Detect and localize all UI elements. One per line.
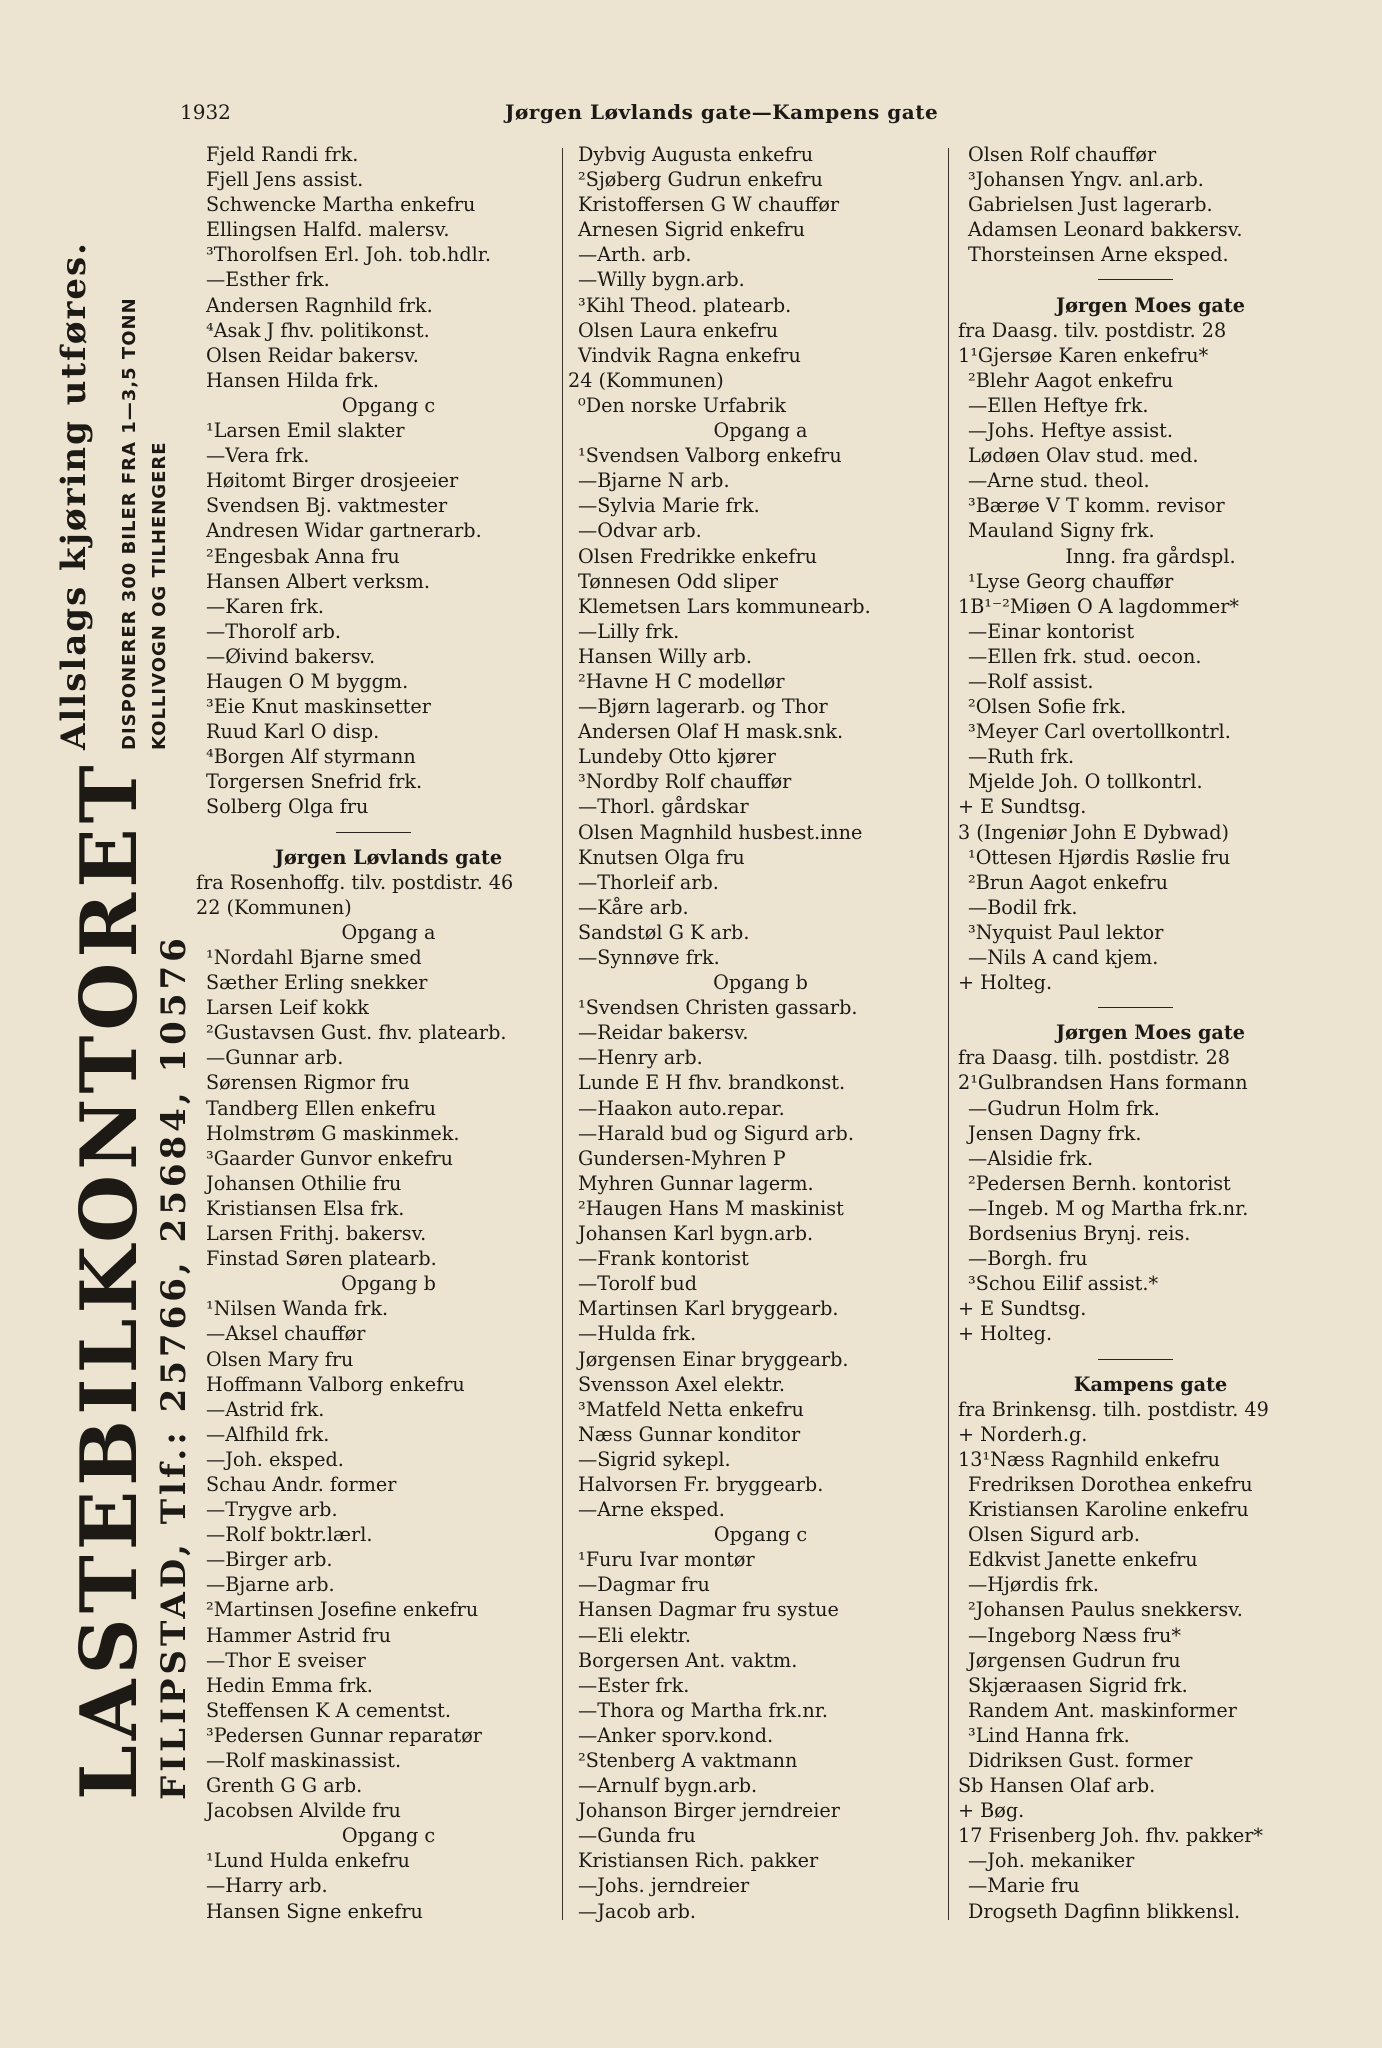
directory-entry: —Ingeb. M og Martha frk.nr. — [968, 1196, 1249, 1220]
ad-trailer-info: KOLLIVOGN OG TILHENGERE — [149, 441, 170, 750]
directory-entry: —Thorleif arb. — [578, 870, 719, 894]
directory-entry: Hansen Signe enkefru — [206, 1899, 423, 1923]
directory-entry: —Arne stud. theol. — [968, 469, 1150, 493]
directory-entry: Adamsen Leonard bakkersv. — [968, 218, 1243, 242]
directory-entry: —Joh. eksped. — [206, 1447, 344, 1471]
directory-entry: ²Brun Aagot enkefru — [968, 870, 1169, 894]
directory-entry: Steffensen K A cementst. — [206, 1698, 451, 1722]
directory-entry: 3 (Ingeniør John E Dybwad) — [958, 820, 1229, 844]
directory-entry: —Arth. arb. — [578, 243, 692, 267]
ad-address-phone: FILIPSTAD, Tlf.: 25766, 25684, 10576 — [154, 934, 194, 1800]
directory-entry: —Trygve arb. — [206, 1498, 338, 1522]
directory-entry: Olsen Fredrikke enkefru — [578, 544, 817, 568]
directory-entry: Larsen Frithj. bakersv. — [206, 1222, 427, 1246]
page-header — [180, 100, 1280, 130]
directory-entry: + E Sundtsg. — [958, 1297, 1087, 1321]
directory-entry: Svensson Axel elektr. — [578, 1372, 786, 1396]
directory-entry: Ellingsen Halfd. malersv. — [206, 218, 450, 242]
directory-entry: —Harry arb. — [206, 1874, 328, 1898]
street-heading: Jørgen Løvlands gate — [274, 845, 503, 869]
directory-entry: fra Daasg. tilv. postdistr. 28 — [958, 318, 1227, 342]
section-rule — [958, 267, 1343, 292]
directory-entry: Hansen Willy arb. — [578, 644, 752, 668]
directory-entry: Edkvist Janette enkefru — [968, 1548, 1198, 1572]
directory-entry: Andersen Olaf H mask.snk. — [578, 720, 844, 744]
directory-entry: Myhren Gunnar lagerm. — [578, 1171, 814, 1195]
page-title: Jørgen Løvlands gate—Kampens gate — [505, 100, 939, 124]
directory-entry: —Ellen frk. stud. oecon. — [968, 644, 1202, 668]
directory-entry: Hammer Astrid fru — [206, 1623, 391, 1647]
directory-entry: Martinsen Karl bryggearb. — [578, 1297, 839, 1321]
directory-entry: Solberg Olga fru — [206, 795, 369, 819]
directory-entry: —Hjørdis frk. — [968, 1573, 1099, 1597]
directory-entry: Vindvik Ragna enkefru — [578, 343, 801, 367]
directory-entry: Gabrielsen Just lagerarb. — [968, 193, 1213, 217]
directory-entry: Fredriksen Dorothea enkefru — [968, 1472, 1253, 1496]
directory-entry: —Aksel chauffør — [206, 1322, 366, 1346]
directory-entry: —Arne eksped. — [578, 1498, 725, 1522]
directory-entry: —Rolf maskinassist. — [206, 1749, 402, 1772]
page-year: 1932 — [180, 100, 231, 124]
directory-entry: Borgersen Ant. vaktm. — [578, 1648, 798, 1672]
directory-entry: Olsen Laura enkefru — [578, 318, 779, 342]
directory-entry: —Bjarne arb. — [206, 1573, 335, 1597]
directory-entry: Olsen Reidar bakersv. — [206, 343, 419, 367]
directory-entry: + Holteg. — [958, 1322, 1053, 1346]
directory-entry: ²Havne H C modellør — [578, 669, 785, 693]
directory-entry: ¹Svendsen Christen gassarb. — [578, 996, 858, 1020]
directory-entry: —Thora og Martha frk.nr. — [578, 1698, 828, 1722]
directory-entry: —Thor E sveiser — [206, 1648, 366, 1672]
directory-entry: 2¹Gulbrandsen Hans formann — [958, 1071, 1248, 1095]
directory-entry: —Haakon auto.repar. — [578, 1096, 785, 1120]
directory-entry: —Rolf boktr.lærl. — [206, 1523, 373, 1547]
directory-entry: ²Sjøberg Gudrun enkefru — [578, 168, 823, 192]
directory-entry: —Torolf bud — [578, 1272, 698, 1296]
directory-entry: Opgang a — [341, 920, 436, 944]
directory-entry: —Ellen Heftye frk. — [968, 393, 1149, 417]
directory-entry: —Karen frk. — [206, 594, 324, 618]
directory-entry: —Joh. mekaniker — [968, 1849, 1135, 1873]
directory-entry: Jørgensen Gudrun fru — [968, 1648, 1181, 1672]
directory-entry: 1¹Gjersøe Karen enkefru* — [958, 343, 1209, 367]
directory-entry: fra Brinkensg. tilh. postdistr. 49 — [958, 1397, 1269, 1421]
street-heading: Kampens gate — [1073, 1372, 1228, 1396]
directory-entry: ¹Lyse Georg chauffør — [968, 569, 1174, 593]
directory-entry: Jacobsen Alvilde fru — [206, 1799, 401, 1823]
directory-entry: Schwencke Martha enkefru — [206, 193, 476, 217]
ad-fleet-info: DISPONERER 300 BILER FRA 1—3,5 TONN — [119, 297, 140, 750]
directory-entry: —Vera frk. — [206, 444, 310, 468]
directory-entry: —Astrid frk. — [206, 1397, 325, 1421]
directory-entry: —Borgh. fru — [968, 1247, 1088, 1271]
directory-entry: Lundeby Otto kjører — [578, 745, 776, 769]
directory-entry: Ruud Karl O disp. — [206, 720, 380, 744]
directory-entry: ³Schou Eilif assist.* — [968, 1272, 1159, 1296]
directory-entry: Sandstøl G K arb. — [578, 920, 750, 944]
street-heading: Jørgen Moes gate — [1056, 293, 1245, 317]
directory-entry: —Johs. Heftye assist. — [968, 419, 1173, 443]
directory-entry: Opgang c — [341, 1824, 436, 1848]
ad-slogan: Allslags kjøring utføres. — [54, 241, 94, 750]
directory-entry: Tønnesen Odd sliper — [578, 569, 778, 593]
directory-entry: ⁴Asak J fhv. politikonst. — [206, 318, 430, 342]
directory-entry: Grenth G G arb. — [206, 1774, 363, 1798]
directory-entry: Opgang c — [341, 393, 436, 417]
directory-entry: —Rolf assist. — [968, 669, 1094, 693]
directory-entry: Hansen Dagmar fru systue — [578, 1598, 839, 1622]
directory-entry: —Einar kontorist — [968, 619, 1135, 643]
directory-entry: Hansen Albert verksm. — [206, 569, 430, 593]
directory-entry: Halvorsen Fr. bryggearb. — [578, 1472, 824, 1496]
directory-entry: Hansen Hilda frk. — [206, 368, 380, 392]
directory-entry: —Hulda frk. — [578, 1322, 697, 1346]
directory-entry: ¹Larsen Emil slakter — [206, 419, 405, 443]
directory-entry: ¹Lund Hulda enkefru — [206, 1849, 410, 1873]
directory-entry: Høitomt Birger drosjeeier — [206, 469, 459, 493]
directory-entry: Kristiansen Rich. pakker — [578, 1849, 819, 1873]
directory-entry: Tandberg Ellen enkefru — [206, 1096, 436, 1120]
directory-entry: —Dagmar fru — [578, 1573, 710, 1597]
directory-entry: ²Pedersen Bernh. kontorist — [968, 1171, 1231, 1195]
directory-entry: 13¹Næss Ragnhild enkefru — [958, 1447, 1221, 1471]
directory-entry: ³Nyquist Paul lektor — [968, 920, 1164, 944]
directory-entry: + Holteg. — [958, 971, 1053, 995]
directory-entry: Finstad Søren platearb. — [206, 1247, 437, 1271]
directory-entry: Olsen Rolf chauffør — [968, 143, 1157, 166]
directory-entry: Johansen Karl bygn.arb. — [578, 1222, 814, 1246]
directory-entry: Kristiansen Karoline enkefru — [968, 1498, 1249, 1522]
directory-entry: —Lilly frk. — [578, 619, 680, 643]
section-rule — [196, 820, 581, 845]
directory-entry: —Alsidie frk. — [968, 1146, 1094, 1170]
directory-entry: 24 (Kommunen) — [568, 368, 724, 392]
directory-entry: ¹Ottesen Hjørdis Røslie fru — [968, 845, 1231, 869]
directory-entry: ⁰Den norske Urfabrik — [578, 393, 786, 417]
directory-entry: Sørensen Rigmor fru — [206, 1071, 410, 1095]
directory-column-1 — [196, 142, 581, 1924]
section-rule — [958, 1347, 1343, 1372]
directory-entry: Jensen Dagny frk. — [968, 1121, 1142, 1145]
directory-entry: ²Engesbak Anna fru — [206, 544, 400, 568]
directory-entry: —Birger arb. — [206, 1548, 333, 1572]
directory-entry: —Sigrid sykepl. — [578, 1447, 731, 1471]
directory-entry: —Anker sporv.kond. — [578, 1723, 774, 1747]
directory-entry: —Bjarne N arb. — [578, 469, 730, 493]
directory-entry: Klemetsen Lars kommunearb. — [578, 594, 871, 618]
directory-entry: Sæther Erling snekker — [206, 971, 428, 995]
directory-entry: Hedin Emma frk. — [206, 1673, 373, 1697]
directory-entry: Fjeld Randi frk. — [206, 143, 359, 166]
directory-entry: ²Stenberg A vaktmann — [578, 1749, 798, 1772]
directory-entry: —Reidar bakersv. — [578, 1021, 749, 1045]
directory-entry: Johanson Birger jerndreier — [578, 1799, 840, 1823]
directory-entry: Torgersen Snefrid frk. — [206, 770, 423, 794]
directory-entry: Holmstrøm G maskinmek. — [206, 1121, 460, 1145]
directory-entry: —Frank kontorist — [578, 1247, 749, 1271]
directory-entry: —Øivind bakersv. — [206, 644, 376, 668]
directory-entry: —Nils A cand kjem. — [968, 946, 1159, 969]
directory-entry: Olsen Magnhild husbest.inne — [578, 820, 863, 844]
directory-entry: Fjell Jens assist. — [206, 168, 364, 192]
directory-entry: Sb Hansen Olaf arb. — [958, 1774, 1156, 1798]
directory-entry: Gundersen-Myhren P — [578, 1146, 786, 1170]
directory-entry: —Esther frk. — [206, 268, 330, 292]
directory-entry: —Ingeborg Næss fru* — [968, 1623, 1181, 1647]
directory-entry: —Henry arb. — [578, 1046, 703, 1070]
directory-entry: —Gunda fru — [578, 1824, 696, 1848]
directory-entry: Randem Ant. maskinformer — [968, 1698, 1237, 1722]
directory-entry: ²Olsen Sofie frk. — [968, 695, 1127, 719]
directory-entry: 1B¹⁻²Miøen O A lagdommer* — [958, 594, 1239, 618]
directory-entry: Skjæraasen Sigrid frk. — [968, 1673, 1188, 1697]
directory-entry: —Thorolf arb. — [206, 619, 341, 643]
directory-entry: ¹Svendsen Valborg enkefru — [578, 444, 842, 468]
directory-entry: —Gudrun Holm frk. — [968, 1096, 1160, 1120]
directory-entry: Kristiansen Elsa frk. — [206, 1196, 405, 1220]
directory-entry: ²Haugen Hans M maskinist — [578, 1196, 844, 1220]
directory-entry: ¹Nilsen Wanda frk. — [206, 1297, 389, 1321]
directory-entry: ²Gustavsen Gust. fhv. platearb. — [206, 1021, 507, 1045]
directory-entry: Andersen Ragnhild frk. — [206, 293, 433, 317]
directory-entry: Andresen Widar gartnerarb. — [206, 519, 482, 543]
directory-entry: ²Blehr Aagot enkefru — [968, 368, 1174, 392]
directory-entry: ³Thorolfsen Erl. Joh. tob.hdlr. — [206, 243, 491, 267]
directory-entry: Mjelde Joh. O tollkontrl. — [968, 770, 1203, 794]
directory-entry: —Jacob arb. — [578, 1899, 696, 1923]
directory-entry: —Bjørn lagerarb. og Thor — [578, 695, 828, 719]
directory-entry: ¹Furu Ivar montør — [578, 1548, 755, 1572]
directory-entry: ³Meyer Carl overtollkontrl. — [968, 720, 1231, 744]
directory-entry: ³Matfeld Netta enkefru — [578, 1397, 804, 1421]
directory-entry: ³Gaarder Gunvor enkefru — [206, 1146, 454, 1170]
directory-entry: —Johs. jerndreier — [578, 1874, 750, 1898]
directory-entry: Næss Gunnar konditor — [578, 1422, 801, 1446]
directory-entry: Johansen Othilie fru — [206, 1171, 402, 1195]
directory-entry: Lødøen Olav stud. med. — [968, 444, 1199, 468]
directory-entry: ³Lind Hanna frk. — [968, 1723, 1130, 1747]
section-rule — [958, 995, 1343, 1020]
directory-entry: Opgang b — [341, 1272, 436, 1296]
ad-company-name: LASTEBILKONTORET — [64, 760, 155, 1800]
directory-entry: fra Daasg. tilh. postdistr. 28 — [958, 1046, 1230, 1070]
directory-entry: ¹Nordahl Bjarne smed — [206, 946, 422, 969]
directory-entry: Svendsen Bj. vaktmester — [206, 494, 448, 518]
directory-entry: ³Bærøe V T komm. revisor — [968, 494, 1225, 518]
directory-entry: ³Johansen Yngv. anl.arb. — [968, 168, 1204, 192]
directory-entry: Drogseth Dagfinn blikkensl. — [968, 1899, 1241, 1923]
directory-entry: Inng. fra gårdspl. — [1065, 544, 1236, 568]
directory-entry: —Bodil frk. — [968, 895, 1078, 919]
directory-entry: Haugen O M byggm. — [206, 669, 409, 693]
directory-entry: —Marie fru — [968, 1874, 1080, 1898]
directory-entry: Dybvig Augusta enkefru — [578, 143, 814, 166]
directory-entry: Bordsenius Brynj. reis. — [968, 1222, 1191, 1246]
directory-entry: Opgang b — [713, 971, 808, 995]
directory-entry: Olsen Mary fru — [206, 1347, 354, 1371]
directory-entry: ³Kihl Theod. platearb. — [578, 293, 792, 317]
directory-entry: Kristoffersen G W chauffør — [578, 193, 840, 217]
street-heading: Jørgen Moes gate — [1056, 1021, 1245, 1045]
directory-entry: —Gunnar arb. — [206, 1046, 344, 1070]
directory-entry: Thorsteinsen Arne eksped. — [968, 243, 1229, 267]
directory-entry: —Arnulf bygn.arb. — [578, 1774, 758, 1798]
directory-entry: Didriksen Gust. former — [968, 1749, 1193, 1772]
directory-entry: Hoffmann Valborg enkefru — [206, 1372, 465, 1396]
directory-entry: Schau Andr. former — [206, 1472, 397, 1496]
directory-entry: Mauland Signy frk. — [968, 519, 1155, 543]
directory-entry: —Synnøve frk. — [578, 946, 720, 969]
directory-column-3 — [958, 142, 1343, 1924]
directory-entry: + Bøg. — [958, 1799, 1025, 1823]
directory-entry: Opgang c — [713, 1523, 808, 1547]
directory-entry: —Willy bygn.arb. — [578, 268, 745, 292]
directory-entry: —Odvar arb. — [578, 519, 702, 543]
directory-entry: 22 (Kommunen) — [196, 895, 352, 919]
directory-entry: —Eli elektr. — [578, 1623, 691, 1647]
directory-entry: ⁴Borgen Alf styrmann — [206, 745, 416, 769]
directory-entry: —Harald bud og Sigurd arb. — [578, 1121, 854, 1145]
directory-entry: ²Martinsen Josefine enkefru — [206, 1598, 479, 1622]
directory-entry: Opgang a — [713, 419, 808, 443]
directory-entry: fra Rosenhoffg. tilv. postdistr. 46 — [196, 870, 514, 894]
directory-entry: + Norderh.g. — [958, 1422, 1088, 1446]
directory-entry: —Thorl. gårdskar — [578, 795, 749, 819]
directory-entry: Jørgensen Einar bryggearb. — [578, 1347, 849, 1371]
directory-entry: ²Johansen Paulus snekkersv. — [968, 1598, 1243, 1622]
directory-entry: 17 Frisenberg Joh. fhv. pakker* — [958, 1824, 1264, 1848]
directory-entry: Lunde E H fhv. brandkonst. — [578, 1071, 846, 1095]
directory-entry: —Kåre arb. — [578, 895, 689, 919]
directory-entry: + E Sundtsg. — [958, 795, 1087, 819]
directory-entry: ³Pedersen Gunnar reparatør — [206, 1723, 482, 1747]
directory-entry: Arnesen Sigrid enkefru — [578, 218, 805, 242]
directory-entry: —Sylvia Marie frk. — [578, 494, 760, 518]
directory-entry: —Ester frk. — [578, 1673, 690, 1697]
directory-entry: —Ruth frk. — [968, 745, 1075, 769]
directory-entry: ³Eie Knut maskinsetter — [206, 695, 431, 719]
directory-column-2 — [568, 142, 953, 1924]
directory-entry: ³Nordby Rolf chauffør — [578, 770, 792, 794]
directory-entry: Knutsen Olga fru — [578, 845, 745, 869]
directory-entry: Olsen Sigurd arb. — [968, 1523, 1140, 1547]
directory-entry: —Alfhild frk. — [206, 1422, 330, 1446]
directory-entry: Larsen Leif kokk — [206, 996, 369, 1020]
